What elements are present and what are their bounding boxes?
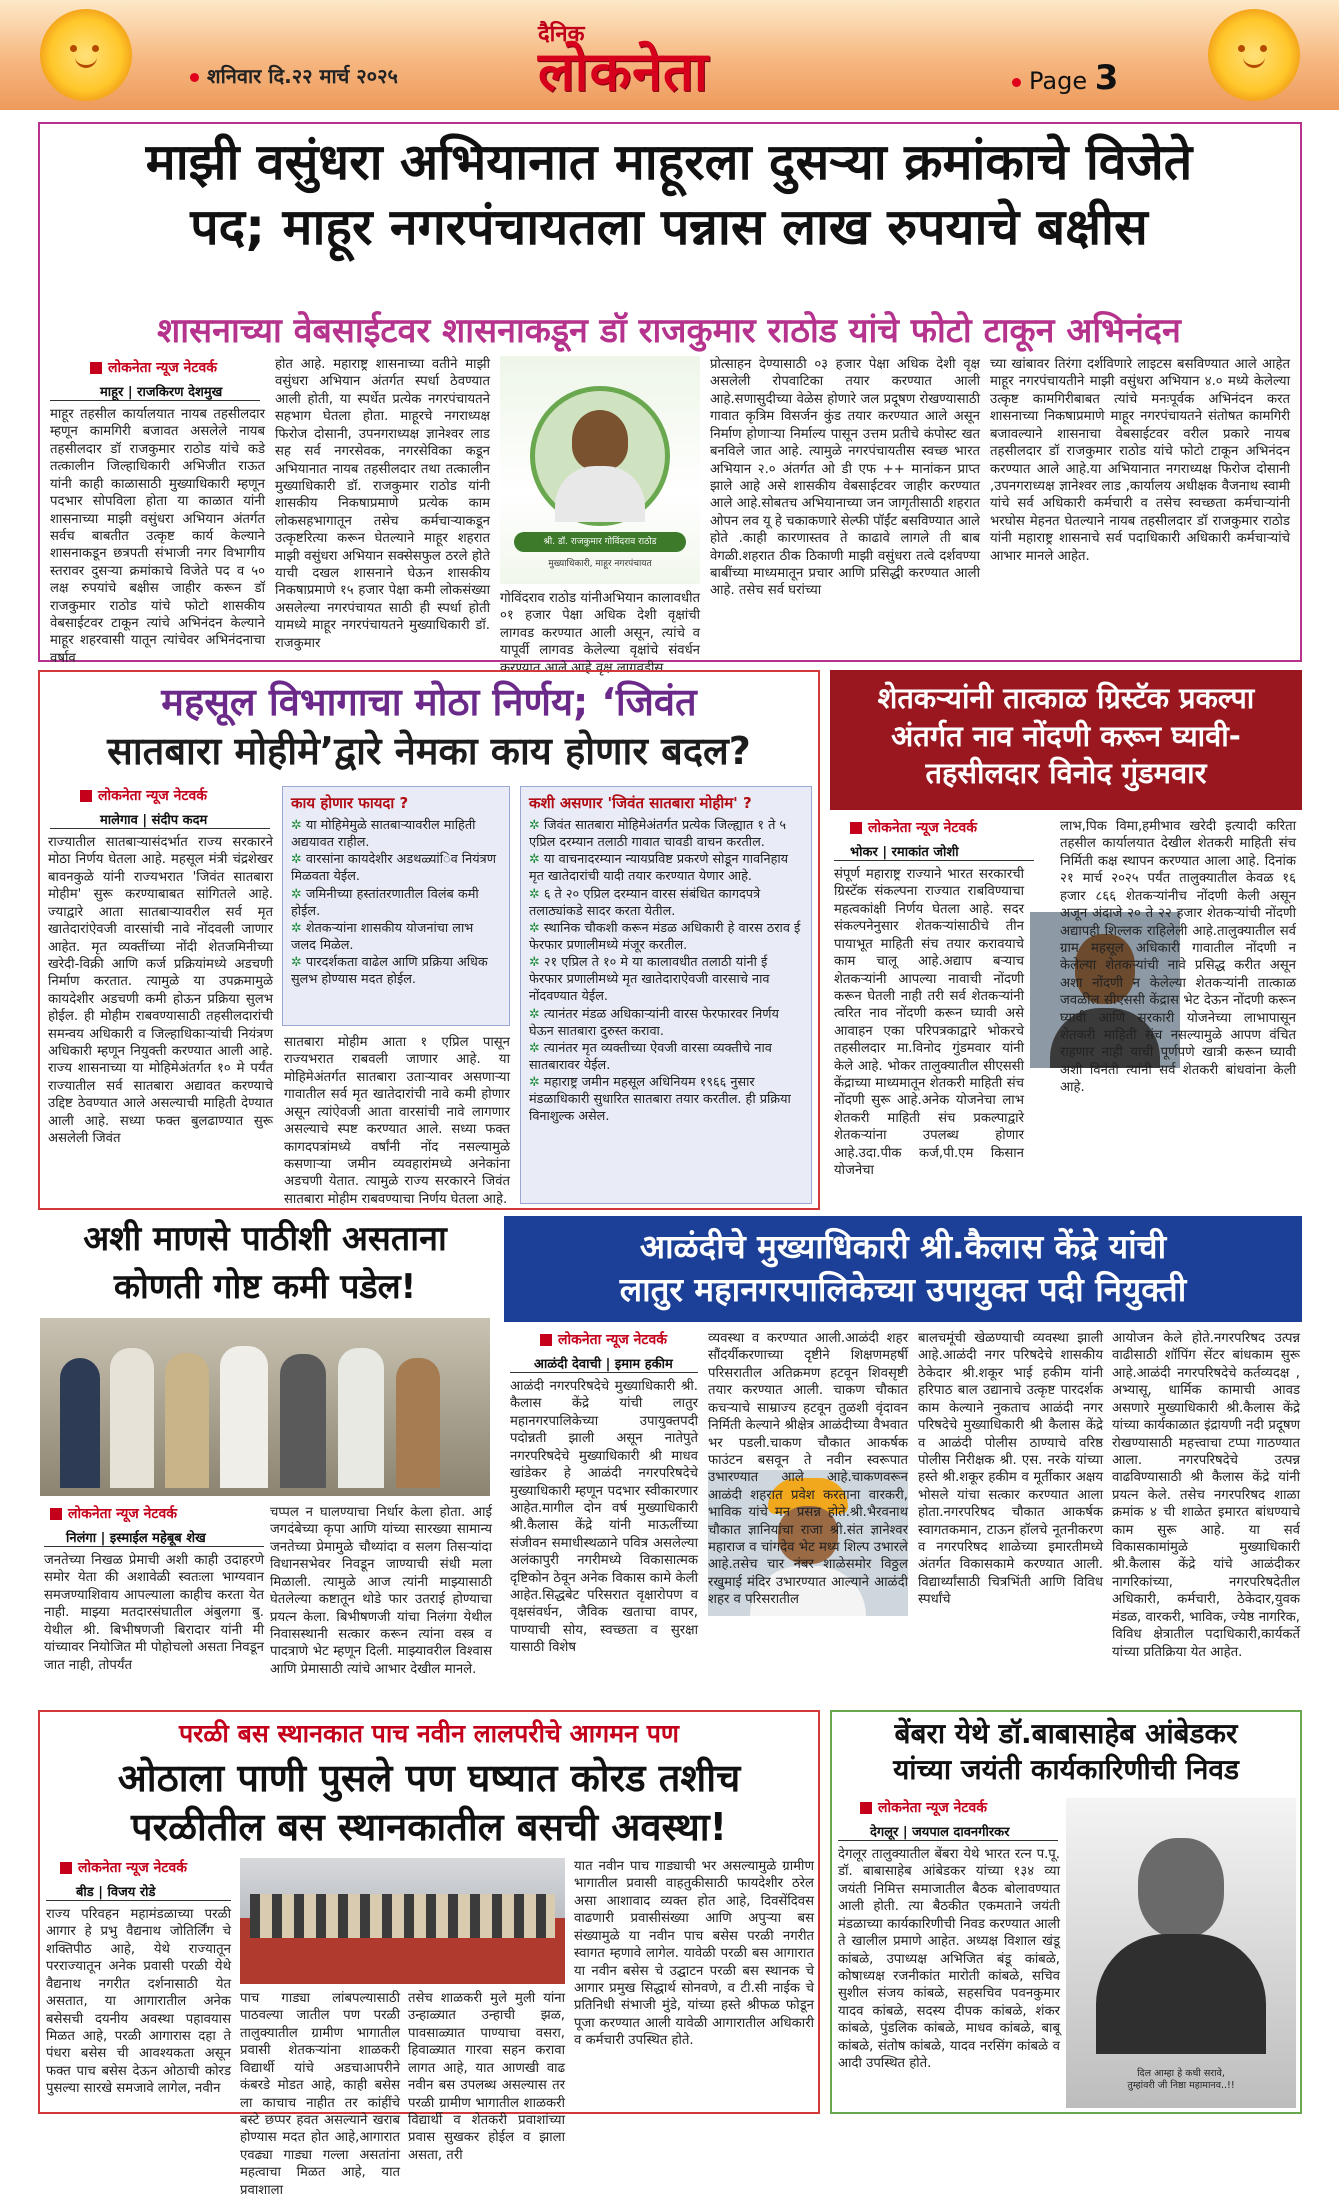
ambedkar-poster [1066, 1798, 1296, 2108]
article1-col2: होत आहे. महाराष्ट्र शासनाच्या वतीने माझी वसुंधरा अभियान अंतर्गत स्पर्धा ठेवण्यात आली होती, या स्पर्धेत प्रत्येक नगरपंचायतने सहभाग घेतला होता. माहूरचे नगराध्यक्ष फिरोज दोसानी, उपनगराध्यक्ष ज्ञानेश्वर लाड सह सर्व नगरसेवक, नगरसेविका कडून अभियानात नायब तहसीलदार तथा तत्कालीन मुख्याधिकारी डॉ. राजकुमार राठोड यांनी शासकीय निकषाप्रमाणे प्रत्येक काम लोकसहभागातून तसेच कर्मचाऱ्याकडून उत्कृष्टरित्या करून घेतल्याने माहूर शहरात माझी वसुंधरा अभियान सक्सेसफुल ठरले होते याची दखल शासनाने घेऊन शासकीय निकषाप्रमाणे १५ हजार पेक्षा कमी लोकसंख्या असलेल्या नगरपंचायत साठी ही स्पर्धा होती यामध्ये माहूर नगरपंचायतने मुख्याधिकारी डॉ. राजकुमार [275, 357, 490, 651]
portrait-body [1096, 1934, 1266, 2054]
process-item: ✲ स्थानिक चौकशी करून मंडळ अधिकारी हे वारस ठराव ई फेरफार प्रणालीमध्ये मंजूर करतील. [529, 920, 801, 953]
process-item: ✲ जिवंत सातबारा मोहिमेअंतर्गत प्रत्येक जिल्ह्यात १ ते ५ एप्रिल दरम्यान तलाठी गावात चावडी वाचन करतील. [529, 818, 787, 851]
benefit-item: ✲ वारसांना कायदेशीर अडथळ्यांिव नियंत्रण मिळवता येईल. [291, 852, 496, 885]
article3-col2: लाभ,पिक विमा,हमीभाव खरेदी इत्यादी करिता तहसील कार्यालयात देखील शेतकरी माहिती संच निर्मिती कक्ष स्थापन करण्यात आला आहे. दिनांक २१ मार्च २०२५ पर्यंत तालुक्यातील केवळ १६ हजार ८६६ शेतकऱ्यांनीच नोंदणी केली असून अजून अंदाजे २० ते २२ हजार शेतकऱ्यांची नोंदणी अद्यापही शिल्लक राहिलेली आहे.तालुक्यातील सर्व ग्राम महसूल अधिकारी गावातील नोंदणी न केलेल्या शेतकऱ्यांची नावे प्रसिद्ध करीत असून अशा नोंदणी न केलेल्या शेतकऱ्यांनी तात्काळ जवळील सीएससी केंद्रास भेट देऊन नोंदणी करून घ्यावी आणि सरकारी योजनेच्या लाभापासून शेतकरी माहिती संच नसल्यामुळे आपण वंचित राहणार नाही याची पूर्णपणे खात्री करून घ्यावी अशी विनंती त्यांनी सर्व शेतकरी बांधवांना केली आहे. [1060, 819, 1296, 1096]
benefit-item: ✲ पारदर्शकता वाढेल आणि प्रक्रिया अधिक सुलभ होण्यास मदत होईल. [291, 955, 488, 988]
article6-col3: तसेच शाळकरी मुले मुली यांना उन्हाळ्यात उन्हाची झळ, पावसाळ्यात पाण्याचा वसरा, हिवाळ्यात गारवा सहन करावा लागत आहे, यात आणखी वाढ नवीन बस उपलब्ध असल्यास तर परळी ग्रामीण भागातील शाळकरी विद्यार्थी व शेतकरी प्रवाशांच्या प्रवास सुखकर होईल व झाला असता, तरी [408, 1991, 565, 2163]
article7-col1: देगलूर तालुक्यातील बेंबरा येथे भारत रत्न प.पू. डॉ. बाबासाहेब आंबेडकर यांच्या १३४ व्या जयंती निमित्त समाजातील बैठक बोलावण्यात आली होती. त्या बैठकीत एकमताने जयंती मंडळाच्या कार्यकारिणीची निवड करण्यात आली ते खालील प्रमाणे आहेत. अध्यक्ष विशाल खंडू कांबळे, उपाध्यक्ष अभिजित बंडू कांबळे, कोषाध्यक्ष रजनीकांत मारोती कांबळे, सचिव सुशील संजय कांबळे, सहसचिव पवनकुमार यादव कांबळे, सदस्य दीपक कांबळे, शंकर कांबळे, पुंडलिक कांबळे, माधव कांबळे, बाबू कांबळे, संतोष कांबळे, यादव नरसिंग कांबळे व आदी उपस्थित होते. [838, 1847, 1060, 2072]
article1-tag: लोकनेता न्यूज नेटवर्क [90, 358, 217, 377]
benefits-title: काय होणार फायदा ? [291, 794, 409, 812]
process-title: कशी असणार 'जिवंत सातबारा मोहीम' ? [529, 794, 752, 812]
page-number: Page 3 [1012, 58, 1118, 98]
sun-right-icon [1208, 9, 1300, 101]
sun-left-icon [40, 9, 132, 101]
process-box [520, 786, 812, 1204]
article1-col1: माहूर तहसील कार्यालयात नायब तहसीलदार म्हणून कामगिरी बजावत असलेले नायब तहसीलदार डॉ राजकुमार राठोड यांचे कडे तत्कालीन जिल्हाधिकारी अभिजीत राऊत यांनी काही काळासाठी मुख्याधिकारी म्हणून पदभार सोपविला होता या काळात यांनी शासनाच्या माझी वसुंधरा अभियान अंतर्गत सर्वच बाबतीत उत्कृष्ट कार्य केल्याने शासनाकडून छत्रपती संभाजी नगर विभागीय स्तरावर दुसऱ्या क्रमांकाचे विजेते पद व ५० लक्ष रुपयांचे बक्षीस जाहीर करून डॉ राजकुमार राठोड यांचे फोटो शासकीय वेबसाईटवर टाकून त्यांचे अभिनंदन केल्याने माहूर शहरवासी यातून त्यांचेवर अभिनंदनाचा वर्षाव [50, 407, 265, 666]
photo-caption-name: श्री. डॉ. राजकुमार गोविंदराव राठोड [514, 532, 686, 552]
article5-tag: लोकनेता न्यूज नेटवर्क [540, 1330, 667, 1349]
process-item: ✲ ६ ते २० एप्रिल दरम्यान वारस संबंधित कागदपत्रे तलाठ्यांकडे सादर करता येतील. [529, 886, 761, 919]
article4-col1: जनतेच्या निखळ प्रेमाची अशी काही उदाहरणे समोर येता की अशावेळी स्वतःला भाग्यवान समजण्याशिवाय आपल्याला काहीच करता येत नाही. माझ्या मतदारसंघातील अंबुलगा बु. येथील श्री. बिभीषणजी बिरादार यांनी मी यांच्यावर नियोजित मी पोहोचलो असता निवडून जात नाही, तोपर्यंत [44, 1553, 264, 1673]
article7-byline: देगलूर | जयपाल दावनगीरकर [870, 1825, 1010, 1840]
benefit-item: ✲ या मोहिमेमुळे सातबाऱ्यावरील माहिती अद्ययावत राहील. [291, 818, 476, 851]
article3-col1: संपूर्ण महाराष्ट्र राज्याने भारत सरकारची ग्रिस्टॅक संकल्पना राज्यात राबविण्याचा महत्वकांक्षी निर्णय घेतला आहे. सदर संकल्पनेनुसार शेतकऱ्यांसाठीचे तीन पायाभूत माहिती संच तयार करावयाचे काम चालू आहे.अद्याप बऱ्याच शेतकऱ्यांनी आपल्या नावाची नोंदणी करून घेतली नाही तरी सर्व शेतकऱ्यांनी त्वरित नाव नोंदणी करून घ्यावी असे आवाहन एका परिपत्रकाद्वारे भोकरचे तहसीलदार मा.विनोद गुंडमवार यांनी केले आहे. भोकर तालुक्यातील सीएससी केंद्राच्या माध्यमातून शेतकरी माहिती संच नोंदणी सुरू आहे.अनेक योजनेचा लाभ शेतकरी माहिती संच प्रकल्पाद्वारे शेतकऱ्यांना उपलब्ध होणार आहे.उदा.पीक कर्ज,पी.एम किसान योजनेचा [834, 867, 1024, 1179]
photo-caption-title: मुख्याधिकारी, माहूर नगरपंचायत [548, 559, 652, 569]
article4-headline: अशी माणसे पाठीशी असताना कोणती गोष्ट कमी पडेल! [83, 1219, 447, 1307]
article7-headline: बेंबरा येथे डॉ.बाबासाहेब आंबेडकर यांच्या जयंती कार्यकारिणीची निवड [893, 1717, 1239, 1787]
process-item: ✲ त्यानंतर मंडळ अधिकाऱ्यांनी वारस फेरफारवर निर्णय घेऊन सातबारा दुरुस्त करावा. [529, 1006, 779, 1039]
bus-station-photo [240, 1858, 565, 1984]
issue-date: शनिवार दि.२२ मार्च २०२५ [190, 62, 398, 89]
article5-col4: आयोजन केले होते.नगरपरिषद उत्पन्न वाढीसाठी शॉपिंग सेंटर बांधकाम सुरू आहे.आळंदी नगरपरिषदेचे कर्तव्यदक्ष , अभ्यासू, धार्मिक कामाची आवड असणारे मुख्याधिकारी श्री.कैलास केंद्रे यांच्या कार्यकाळात इंद्रायणी नदी प्रदूषण रोखण्यासाठी महत्त्वाचा टप्पा गाठण्यात आला. नगरपरिषदेचे उत्पन्न वाढविण्यासाठी श्री कैलास केंद्रे यांनी प्रयत्न केले. तसेच नगरपरिषद शाळा क्रमांक ४ ची शाळेत इमारत बांधण्याचे काम सुरू आहे. या सर्व विकासकामांमुळे मुख्याधिकारी श्री.कैलास केंद्रे यांचे आळंदीकर नागरिकांच्या, नगरपरिषदेतील अधिकारी, कर्मचारी, ठेकेदार,युवक मंडळ, वारकरी, भाविक, ज्येष्ठ नागरिक, विविध क्षेत्रातील पदाधिकारी,कार्यकर्ते यांच्या प्रतिक्रिया येत आहेत. [1112, 1331, 1300, 1660]
benefit-item: ✲ जमिनीच्या हस्तांतरणातील विलंब कमी होईल. [291, 886, 479, 919]
article5-byline: आळंदी देवाची | इमाम हकीम [534, 1357, 673, 1372]
article4-col2: चप्पल न घालण्याचा निर्धार केला होता. आई जगदंबेच्या कृपा आणि यांच्या सारख्या सामान्य जनतेच्या प्रेमामुळे चौथ्यांदा व सलग तिसऱ्यांदा विधानसभेवर निवडून जाण्याची संधी मला मिळाली. त्यामुळे आज त्यांनी माझ्यासाठी घेतलेल्या कष्टातून थोडे फार उतराई होण्याचा प्रयत्न केला. बिभीषणजी यांचा निलंगा येथील निवासस्थानी सत्कार करून त्यांना वस्त्र व पादत्राणे भेट म्हणून दिली. माझ्यावरील विश्वास आणि प्रेमासाठी त्यांचे आभार देखील मानले. [270, 1505, 492, 1677]
article4-byline: निलंगा | इस्माईल महेबूब शेख [66, 1531, 206, 1546]
portrait-head [1138, 1838, 1224, 1938]
article5-col3: बालचमूंची खेळण्याची व्यवस्था झाली आहे.आळंदी नगर परिषदेचे शासकीय ठेकेदार श्री.शकूर भाई हकीम यांनी हरिपाठ बाल उद्यानाचे उत्कृष्ट पारदर्शक काम केल्याने नुकताच आळंदी नगर परिषदेचे मुख्याधिकारी श्री कैलास केंद्रे व आळंदी पोलीस ठाण्याचे वरिष्ठ पोलीस निरीक्षक श्री. एस. नरके यांच्या हस्ते श्री.शकूर हकीम व मूर्तीकार अक्षय भोसले यांचा सत्कार करण्यात आला होता.नगरपरिषद चौकात आकर्षक स्वागतकमान, टाऊन हॉलचे नूतनीकरण व नगरपरिषद शाळेच्या इमारतीमध्ये अंतर्गत विकासकामे करण्यात आली. विद्यार्थ्यांसाठी चित्रभिंती आणि विविध स्पर्धांचे [918, 1331, 1103, 1608]
article1-col4: प्रोत्साहन देण्यासाठी ०३ हजार पेक्षा अधिक देशी वृक्ष असलेली रोपवाटिका तयार करण्यात आली आहे.सणासुदीच्या वेळेस होणारे जल प्रदूषण रोखण्यासाठी गावात कृत्रिम विसर्जन कुंड तयार करण्यात आले असून निर्माण होणाऱ्या निर्माल्य पासून उत्तम प्रतीचे कंपोस्ट खत बनविले जात आहे. त्यामुळे नगरपंचायतीस स्वच्छ भारत अभियान २.० अंतर्गत ओ डी एफ ++ मानांकन प्राप्त झाले आहे असे शासकीय वेबसाईटवर जाहीर करण्यात आले आहे.सोबतच अभियानाच्या जन जागृतीसाठी शहरात ओपन लव यू हे चकाकणारे सेल्फी पॉईंट बसविण्यात आले होते .काही कारणास्तव ते काढावे लागले ती बाब वेगळी.शहरात ठीक ठिकाणी माझी वसुंधरा तत्वे दर्शवण्या बाबींच्या माध्यमातून प्रचार आणि प्रसिद्धी करण्यात आली आहे. तसेच सर्व घरांच्या [710, 357, 980, 599]
article5-headline: आळंदीचे मुख्याधिकारी श्री.कैलास केंद्रे यांची लातुर महानगरपालिकेच्या उपायुक्त पदी नियुक्ती [504, 1216, 1302, 1322]
benefits-box [282, 786, 510, 1026]
article7-tag: लोकनेता न्यूज नेटवर्क [860, 1798, 987, 1817]
article2-tag: लोकनेता न्यूज नेटवर्क [80, 786, 207, 805]
article5-col2: व्यवस्था व करण्यात आली.आळंदी शहर सौंदर्यीकरणाच्या दृष्टीने शिक्षणमहर्षी परिसरातील अतिक्रमण हटवून शिवसृष्टी तयार करण्यात आली. चाकण चौकात कचऱ्याचे साम्राज्य हटवून तुळशी वृंदावन निर्मिती केल्याने श्रीक्षेत्र आळंदीच्या वैभवात भर पडली.चाकण चौकात आकर्षक फाउंटन बसवून ते नवीन स्वरूपात उभारण्यात आले आहे.चाकणवरून आळंदी शहरात प्रवेश करताना वारकरी, भाविक यांचे मन प्रसन्न होते.श्री.भैरवनाथ चौकात ज्ञानियांचा राजा श्री.संत ज्ञानेश्वर महाराज व चांगदेव भेट मध्य शिल्प उभारले आहे.तसेच चार नंबर शाळेसमोर विठ्ठल रखुमाई मंदिर उभारण्यात आल्याने आळंदी शहर व परिसरातील [708, 1331, 908, 1608]
article1-col5: च्या खांबावर तिरंगा दर्शविणारे लाइटस बसविण्यात आले आहेत माहूर नगरपंचायतीने माझी वसुंधरा अभियान ४.० मध्ये केलेल्या उत्कृष्ट कामगिरीबाबत त्यांचे मनःपूर्वक अभिनंदन करत शासनाच्या निकषाप्रमाणे माहूर नगरपंचायतने संतोषत कामगिरी बजावल्याने शासनाचा वेबसाईटवर वरील प्रकारे नायब तहसीलदार डॉ राजकुमार राठोड यांचे फोटो टाकून अभिनंदन करण्यात आले आहे.या अभियानात नगराध्यक्ष फिरोज दोसानी ,उपनगराध्यक्ष ज्ञानेश्वर लाड ,कार्यालय अधीक्षक वैजनाथ स्वामी यांचे सर्व अधिकारी कर्मचारी व तसेच स्वच्छता कर्मचाऱ्यांनी भरघोस मेहनत घेतल्याने नायब तहसीलदार डॉ राजकुमार राठोड यांनी महाराष्ट्र शासनाचे सर्व पदाधिकारी अधिकारी कर्मचाऱ्यांचे आभार मानले आहेत. [990, 357, 1290, 564]
article3-byline: भोकर | रमाकांत जोशी [850, 845, 959, 860]
poster-caption: दिल आम्हा हे कधी सरावे, तुम्हांवरी जी निष्ठा महामानव..!! [1127, 2068, 1235, 2092]
article3-tag: लोकनेता न्यूज नेटवर्क [850, 818, 977, 837]
article1-byline: माहूर | राजकिरण देशमुख [100, 385, 223, 400]
article3-headline: शेतकऱ्यांनी तात्काळ ग्रिस्टॅक प्रकल्पा अंतर्गत नाव नोंदणी करून घ्यावी-तहसीलदार विनोद गुंडमवार [830, 670, 1302, 810]
article4-tag: लोकनेता न्यूज नेटवर्क [50, 1504, 177, 1523]
article6-col1: राज्य परिवहन महामंडळाच्या परळी आगार हे प्रभु वैद्यनाथ जोतिर्लिंग चे शक्तिपीठ आहे, येथे राज्यातून परराज्यातून अनेक प्रवासी परळी येथे वैद्यनाथ नगरीत दर्शनासाठी येत असतात, या आगारातील अनेक बसेसची दयनीय अवस्था पहावयास मिळत आहे, परळी आगारास दहा ते पंधरा बसेस ची आवश्यकता असून फक्त पाच बसेस देऊन ओठाची कोरड पुसल्या सारखे समजावे लागेल, नवीन [46, 1907, 231, 2097]
article2-byline: मालेगाव | संदीप कदम [100, 813, 208, 828]
process-item: ✲ त्यानंतर मृत व्यक्तीच्या ऐवजी वारसा व्यक्तीचे नाव सातबारावर येईल. [529, 1040, 772, 1073]
article6-col4: यात नवीन पाच गाड्याची भर असल्यामुळे ग्रामीण भागातील प्रवासी वाहतुकीसाठी फायदेशीर ठरेल असा आशावाद व्यक्त होत आहे, दिवसेंदिवस वाढणारी प्रवासीसंख्या आणि अपुऱ्या बस संख्यामुळे या नवीन पाच बसेस परळी नगरीत स्वागत म्हणावे लागेल. यावेळी परळी बस आगारात या नवीन बसेस चे उद्घाटन परळी बस स्थानक चे आगार प्रमुख सिद्धार्थ सोनवणे, व टी.सी नाईक चे प्रतिनिधी संभाजी मुंडे, यांच्या हस्ते श्रीफळ फोडून पूजा करण्यात आली यावेळी आगारातील अधिकारी व कर्मचारी उपस्थित होते. [574, 1859, 814, 2049]
process-item: ✲ महाराष्ट्र जमीन महसूल अधिनियम १९६६ नुसार मंडळाधिकारी सुधारित सातबारा तयार करतील. ही प्रक्रिया विनाशुल्क असेल. [529, 1075, 791, 1125]
article6-col2: पाच गाड्या लांबपल्यासाठी पाठवल्या जातील पण परळी तालुक्यातील ग्रामीण भागातील प्रवासी शेतकऱ्यांना शाळकरी विद्यार्थी यांचे अडचाआपरीने कंबरडे मोडत आहे, काही बसेस ला काचाच नाहीत तर कांहींचे बस्टे छप्पर हवत असल्याने खराब होण्यास मदत होत आहे,आगारात एवढ्या गाड्या गल्ला असतांना महत्वाचा मिळत आहे, यात प्रवाशाला [240, 1991, 400, 2198]
portrait-head [572, 410, 628, 470]
article5-col1: आळंदी नगरपरिषदेचे मुख्याधिकारी श्री. कैलास केंद्रे यांची लातुर महानगरपालिकेच्या उपायुक्तपदी पदोन्नती झाली असून नातेपुते नगरपरिषदेचे मुख्याधिकारी श्री माधव खांडेकर हे आळंदी नगरपरिषदेचे मुख्याधिकारी म्हणून पदभार स्वीकारणार आहेत.मागील दोन वर्ष मुख्याधिकारी श्री.कैलास केंद्रे यांनी माऊलींच्या संजीवन समाधीस्थळाने पवित्र असलेल्या अलंकापुरी नगरीमध्ये विकासात्मक दृष्टिकोन ठेवून अनेक विकास कामे केली आहेत.सिद्धबेट परिसरात वृक्षारोपण व वृक्षसंवर्धन, जैविक खताचा वापर, पाण्याची सोय, स्वच्छता व सुरक्षा यासाठी विशेष [510, 1379, 698, 1656]
article1-subhead: शासनाच्या वेबसाईटवर शासनाकडून डॉ राजकुमार राठोड यांचे फोटो टाकून अभिनंदन [157, 311, 1181, 351]
article1-photo [500, 356, 700, 584]
article2-headline: महसूल विभागाचा मोठा निर्णय; ‘जिवंत सातबारा मोहीमे’द्वारे नेमका काय होणार बदल? [107, 680, 751, 774]
benefit-item: ✲ शेतकऱ्यांना शासकीय योजनांचा लाभ जलद मिळेल. [291, 920, 474, 953]
article6-kicker: परळी बस स्थानकात पाच नवीन लालपरीचे आगमन पण [178, 1719, 680, 1748]
process-item: ✲ या वाचनादरम्यान न्यायप्रविष्ट प्रकरणे सोडून गावनिहाय मृत खातेदारांची यादी तयार करण्यात येणार आहे. [529, 852, 789, 885]
article6-tag: लोकनेता न्यूज नेटवर्क [60, 1858, 187, 1877]
article6-byline: बीड | विजय रोडे [76, 1885, 156, 1900]
article1-headline: माझी वसुंधरा अभियानात माहूरला दुसऱ्या क्रमांकाचे विजेते पद; माहूर नगरपंचायतला पन्नास लाख रुपयाचे बक्षीस [145, 133, 1193, 256]
article2-col1: राज्यातील सातबाऱ्यासंदर्भात राज्य सरकारने मोठा निर्णय घेतला आहे. महसूल मंत्री चंद्रशेखर बावनकुळे यांनी राज्यभरात 'जिवंत सातबारा मोहीम' सुरू करण्याबाबत सांगितले आहे. ज्याद्वारे आता सातबाऱ्यावरील सर्व मृत खातेदारांऐवजी वारसांची नावे नोंदवली जाणार आहेत. मृत व्यक्तींच्या नोंदी शेतजमिनीच्या खरेदी-विक्री आणि कर्ज प्रक्रियांमध्ये अडचणी निर्माण करतात. त्यामुळे या उपक्रमामुळे कायदेशीर अडचणी कमी होऊन प्रक्रिया सुलभ होईल. ही मोहीम राबवण्यासाठी तहसीलदारांची समन्वय अधिकारी व जिल्हाधिकाऱ्यांची नियंत्रण अधिकारी म्हणून नियुक्ती करण्यात आली आहे. राज्य शासनाच्या या मोहिमेअंतर्गत १० मे पर्यंत राज्यातील सर्व सातबारा अद्यावत करण्याचे उद्दिष्ट ठेवण्यात आले असल्याची माहिती देण्यात आली आहे. सध्या फक्त बुलढाण्यात सुरू असलेली जिवंत [48, 835, 273, 1147]
article1-col3: गोविंदराव राठोड यांनीअभियान कालावधीत ०१ हजार पेक्षा अधिक देशी वृक्षांची लागवड करण्यात आली असून, त्यांचे व यापूर्वी लागवड केलेल्या वृक्षांचे संवर्धन करण्यात आले आहे.वृक्ष लागवडीस [500, 591, 700, 676]
article2-col2: सातबारा मोहीम आता १ एप्रिल पासून राज्यभरात राबवली जाणार आहे. या मोहिमेअंतर्गत सातबारा उताऱ्यावर असणाऱ्या गावातील सर्व मृत खातेदारांची नावे कमी होणार असून त्यांऐवजी आता वारसांची नावे लागणार असल्याचे स्पष्ट करण्यात आले. सध्या फक्त कागदपत्रांमध्ये वर्षांनी नोंद नसल्यामुळे कसणाऱ्या जमीन व्यवहारांमध्ये अनेकांना अडचणी येतात. त्यामुळे राज्य सरकारने जिवंत सातबारा मोहीम राबवण्याचा निर्णय घेतला आहे. [284, 1035, 510, 1207]
article6-headline: ओठाला पाणी पुसले पण घष्यात कोरड तशीच परळीतील बस स्थानकातील बसची अवस्था! [117, 1756, 741, 1850]
process-item: ✲ २१ एप्रिल ते १० मे या कालावधीत तलाठी यांनी ई फेरफार प्रणालीमध्ये मृत खातेदाराऐवजी वारसाचे नाव नोंदवण्यात येईल. [529, 955, 770, 1005]
group-photo [40, 1318, 490, 1496]
